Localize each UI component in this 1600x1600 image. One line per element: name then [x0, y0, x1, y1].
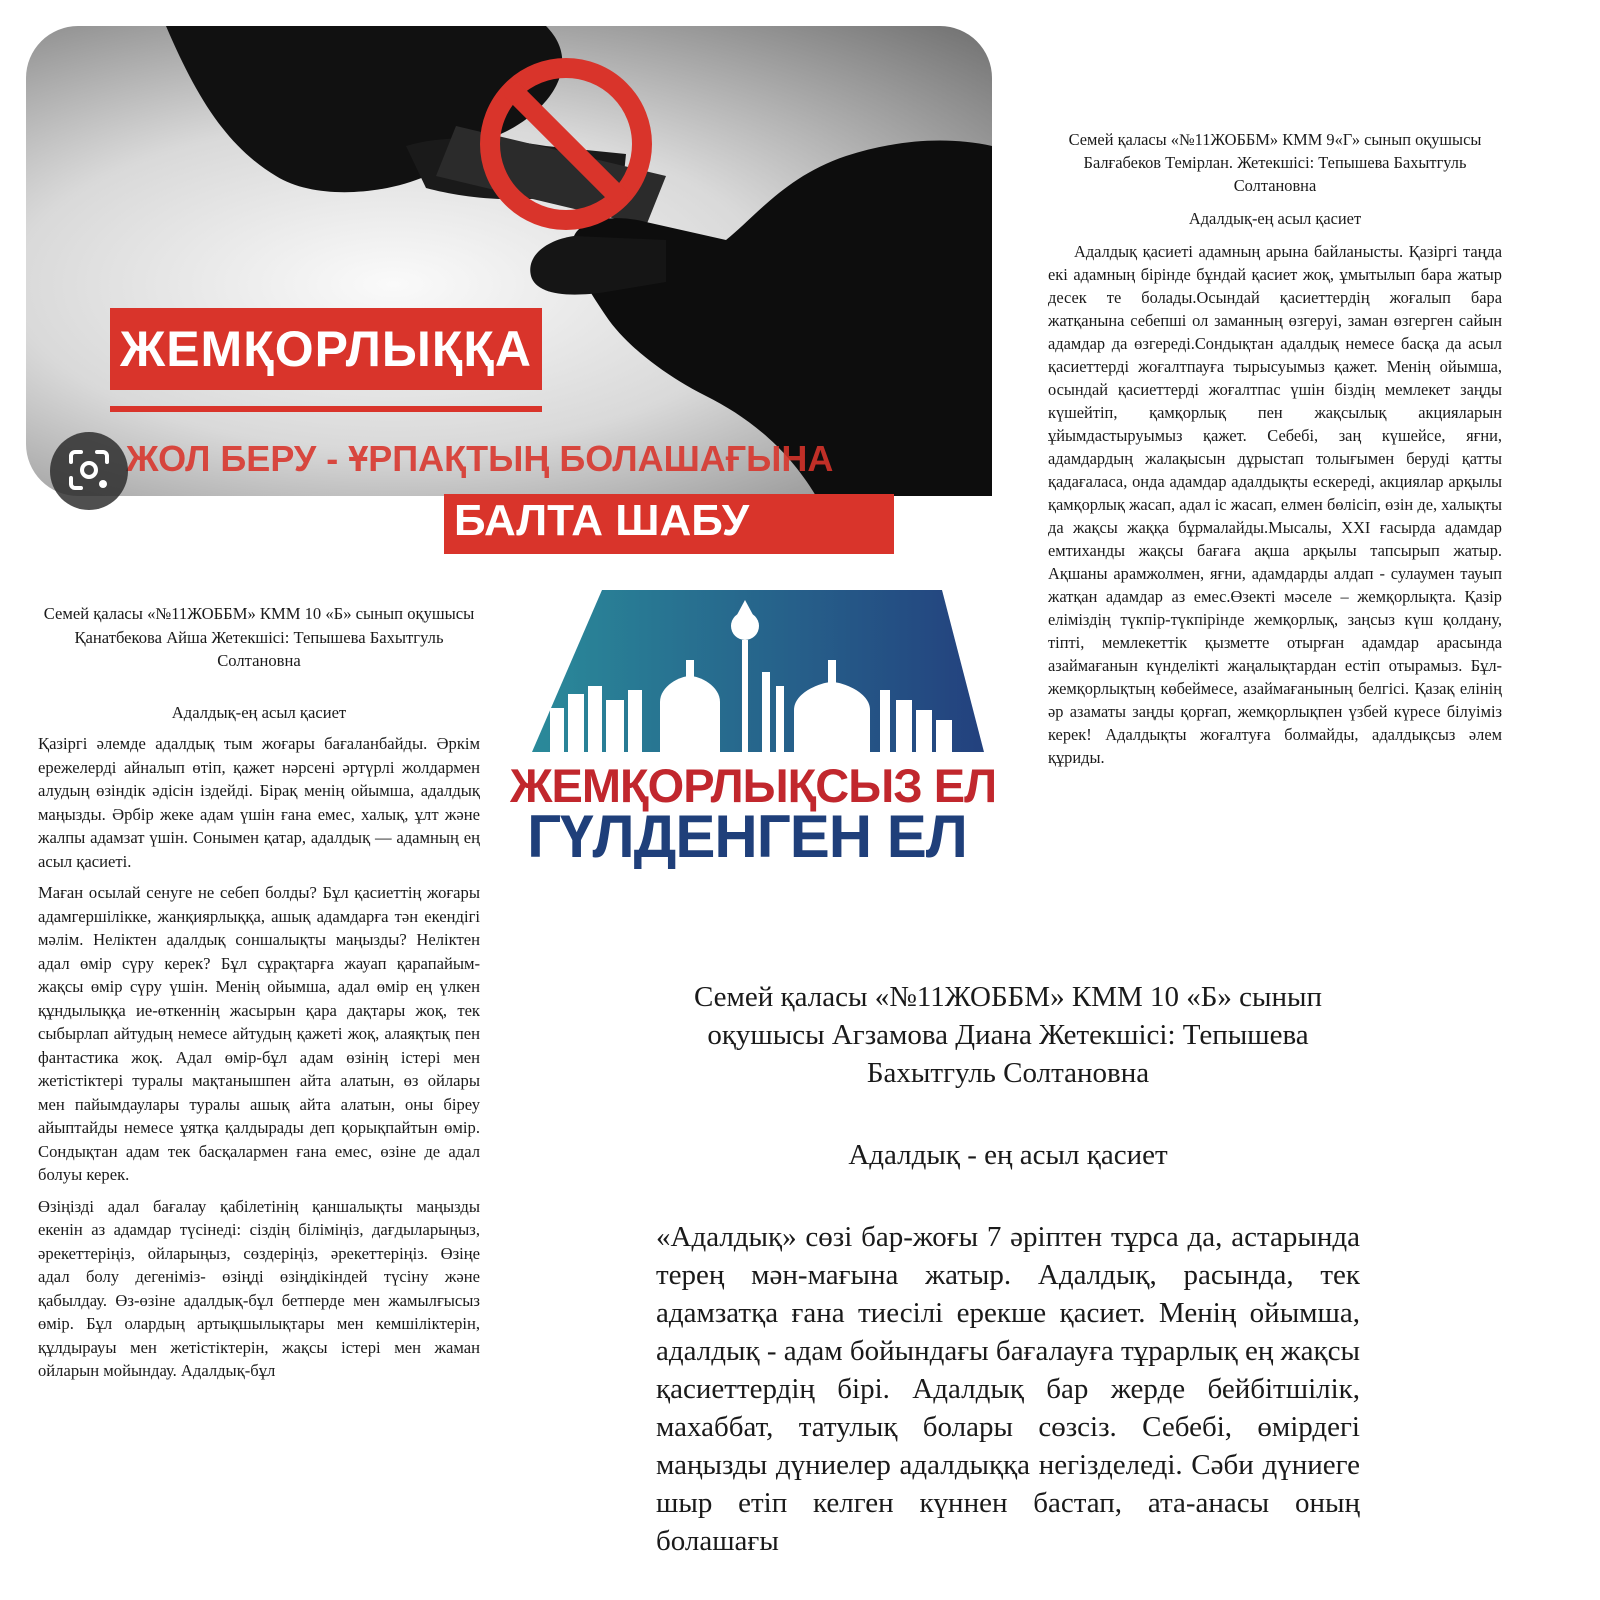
essay-left [38, 602, 480, 1391]
essay-big [656, 978, 1360, 1560]
essay-left-paragraph: Маған осылай сенуге не себеп болды? Бұл қасиеттің жоғары адамгершілікке, жанқиярлыққа, ашық адамдарға тән екендігі мәлім. Неліктен адалдық соншалықты маңызды? Неліктен адал өмір сүру керек? Бұл сұрақтарға жауап қарапайым- жақсы өмір сүру үшін. Менің ойымша, адал өмір ең үлкен құндылыққа ие-өткеннің жасырын қара дақтары жоқ, тек сыбырлап айтудың немесе айтудың қажеті жоқ, алаяқтық пен фантастика жоқ. Адал өмір-бұл адам өзінің істері мен жетістіктері туралы мақтанышпен айта алатын, өз ойлары мен пайымдаулары туралы ашық айта алатын, оны біреу айыптайды немесе ұятқа қалдырады деп қорықпайтын өмір. Сондықтан адам тек басқалармен ғана емес, өзіне де адал болуы керек. [38, 883, 480, 1184]
essay-big-heading: Семей қаласы «№11ЖОББМ» КММ 10 «Б» сынып оқушысы Агзамова Диана Жетекшісі: Тепышева Бахытгуль Солтановна [693, 981, 1323, 1089]
logo-slogan-line2: ГҮЛДЕНГЕН ЕЛ [527, 803, 967, 870]
anti-corruption-banner [26, 26, 992, 545]
essay-left-heading: Семей қаласы «№11ЖОББМ» КММ 10 «Б» сынып оқушысы Қанатбекова Айша Жетекшісі: Тепышева Бахытгуль Солтановна [43, 604, 475, 670]
camera-lens-icon [67, 448, 111, 492]
hands-bribe-illustration [26, 26, 992, 496]
banner-headline: ЖЕМҚОРЛЫҚҚА [110, 308, 542, 390]
banner-divider [110, 406, 542, 412]
essay-right-title: Адалдық-ең асыл қасиет [1188, 209, 1362, 228]
banner-bottom-text: БАЛТА ШАБУ [444, 494, 894, 554]
essay-right-paragraph: Адалдық қасиеті адамның арына байланысты. Қазіргі таңда екі адамның бірінде бұндай қасиет жоқ, ұмытылып бара жатыр десек те болады.Осындай қасиеттердің жоғалып бара жатқанына себепші ол заманның өзгеруі, заман өзгерген сайын адамдар да өзгереді.Сондықтан адалдық немесе басқа да асыл қасиеттерді жоғалтпауға тырысуымыз қажет. Менің ойымша, осындай қасиеттерді жоғалтпас үшін біздің мемлекет заңды күшейтіп, қамқорлық пен жақсылық акцияларын ұйымдастыруымыз қажет. Себебі, заң күшейсе, яғни, адамдардың жалақысын дұрыстап толығымен беруді қатты қадағаласа, онда адамдар адалдықты ескереді, акциялар арқылы қамқорлық жасап, адал іс жасап, елмен бөлісіп, өзін де, халықты да жақсы жаққа бұрмалайды.Мысалы, XXI ғасырда адамдар емтиханды жақсы бағаға ақша арқылы тапсырып жатыр. Ақшаны арамжолмен, яғни, адамдарды алдап - сулаумен тауып жатқан адамдар аз емес.Өзекті мәселе – жемқорлықта. Қазір еліміздің түкпір-түкпірінде жемқорлық, заңсыз күш қолдану, тіпті, мемлекеттік қызметте отырған адамдар арасында азаймағанын күнделікті жаңалықтардан естіп отырамыз. Бұл- жемқорлықтың көбеймесе, азаймағанының белгісі. Қазақ елінің әр азаматы заңды қорғап, жемқорлықпен үзбей күресе білуіміз керек! Адалдықты жоғалтуға болмайды, адалдықсыз әлем құриды. [1048, 242, 1502, 767]
essay-right-heading: Семей қаласы «№11ЖОББМ» КММ 9«Г» сынып оқушысы Балғабеков Темірлан. Жетекшісі: Тепышева Бахытгуль Солтановна [1068, 130, 1482, 195]
banner-subline: ЖОЛ БЕРУ - ҰРПАҚТЫҢ БОЛАШАҒЫНА [126, 438, 834, 479]
city-skyline-icon [510, 590, 984, 762]
visual-search-button[interactable] [50, 432, 128, 510]
essay-left-title: Адалдық-ең асыл қасиет [171, 702, 347, 722]
essay-big-title: Адалдық - ең асыл қасиет [848, 1139, 1168, 1171]
essay-big-paragraph: «Адалдық» сөзі бар-жоғы 7 әріптен тұрса да, астарында терең мән-мағына жатыр. Адалдық, расында, тек адамзатқа ғана тиесілі ерекше қасиет. Менің ойымша, адалдық - адам бойындағы бағалауға тұрарлық ең жақсы қасиеттердің бірі. Адалдық бар жерде бейбітшілік, махаббат, татулық болары сөзсіз. Себебі, өмірдегі маңызды дүниелер адалдыққа негізделеді. Сәби дүниеге шыр етіп келген күннен бастап, ата-анасы оның болашағы [656, 1221, 1360, 1557]
essay-left-paragraph: Өзіңізді адал бағалау қабілетінің қаншалықты маңызды екенін аз адамдар түсінеді: сіздің біліміңіз, дағдыларыңыз, әрекеттеріңіз, ойларыңыз, сөздеріңіз, әрекеттеріңіз. Өзіңе адал болу дегеніміз- өзіңді өзіңдікіндей түсіну және қабылдау. Өз-өзіне адалдық-бұл бетперде мен жамылғысыз өмір. Бұл олардың артықшылықтары мен кемшіліктерін, құлдырауы мен жетістіктерін, жақсы істері мен жаман ойларын мойындау. Адалдық-бұл [38, 1196, 480, 1380]
logo-slogan-line1: ЖЕМҚОРЛЫҚСЫЗ ЕЛ [510, 759, 997, 812]
essay-left-paragraph: Қазіргі әлемде адалдық тым жоғары бағаланбайды. Әркім ережелерді айналып өтіп, қажет нәрсені әртүрлі жолдармен алудың өзіндік әдісін іздейді. Бірақ менің ойымша, адалдық маңызды. Әрбір жеке адам үшін ғана емес, халық, ұлт және жалпы адамзат үшін. Сонымен қатар, адалдық — адамның ең асыл қасиеті. [38, 734, 480, 871]
anti-corruption-logo [510, 590, 997, 870]
essay-right [1048, 128, 1502, 769]
